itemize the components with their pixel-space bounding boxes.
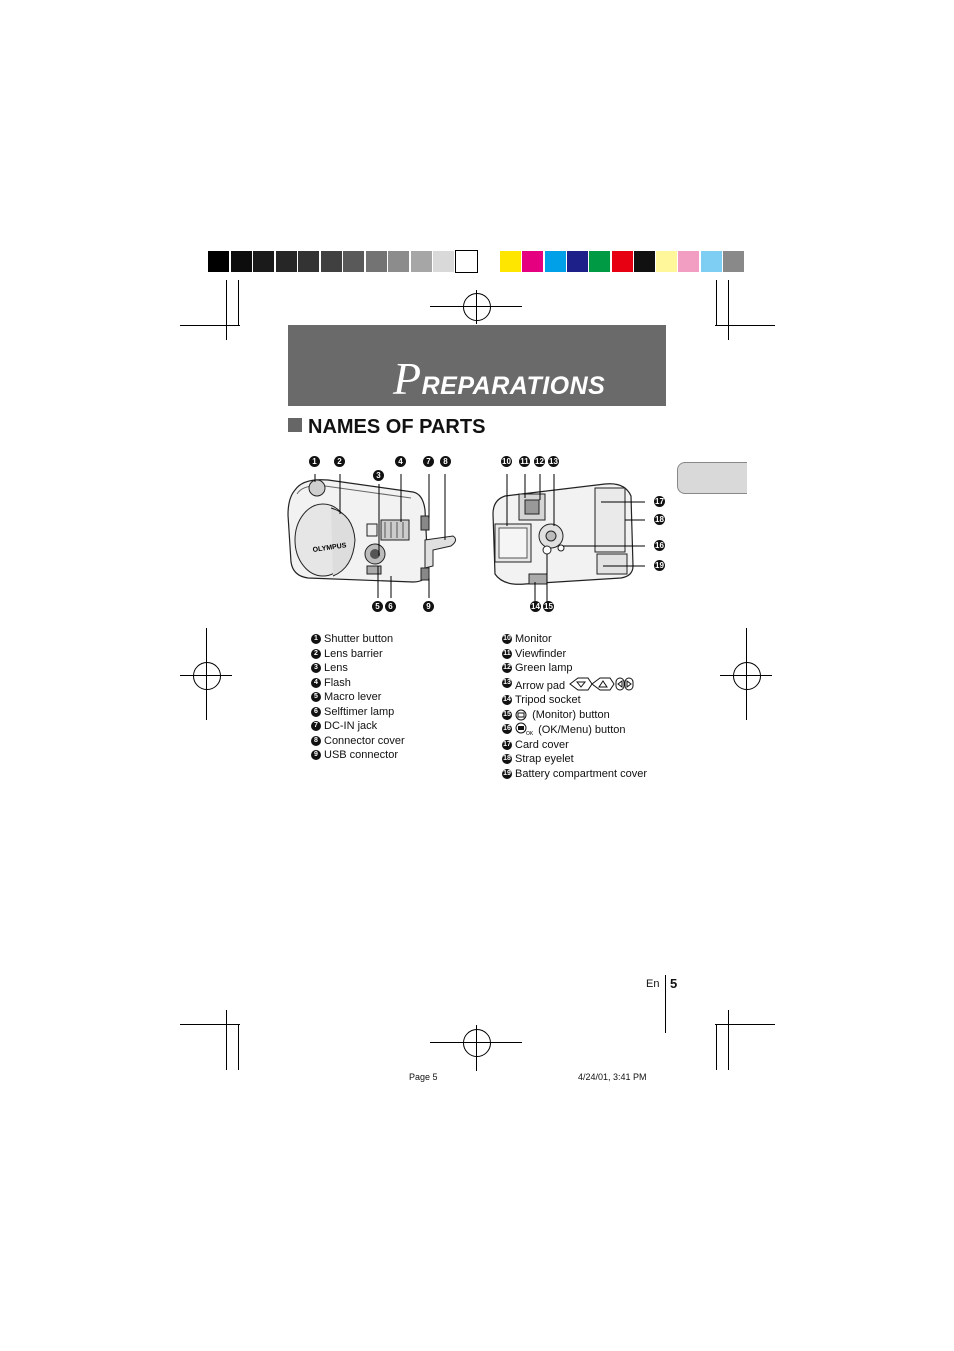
gray-swatch [456, 251, 477, 272]
gray-swatch [208, 251, 229, 272]
list-item: 5 Macro lever [311, 690, 405, 705]
callout-1: 1 [309, 456, 320, 467]
camera-back-illustration [485, 470, 645, 620]
callout-4: 4 [395, 456, 406, 467]
callout-10: 10 [502, 457, 511, 466]
color-swatch [701, 251, 722, 272]
list-item: 10 Monitor [503, 633, 552, 645]
gray-swatch [366, 251, 387, 272]
callout-17: 17 [655, 497, 664, 506]
color-swatch [723, 251, 744, 272]
color-swatch [500, 251, 521, 272]
list-item: 8 Connector cover [311, 734, 405, 749]
callout-3: 3 [373, 470, 384, 481]
brand-logo-text: OLYMPUS [312, 542, 347, 554]
list-item: 4 Flash [311, 676, 405, 691]
color-swatch [545, 251, 566, 272]
callout-15: 15 [544, 602, 553, 611]
list-item: 19 Battery compartment cover [503, 767, 648, 780]
gray-swatch [388, 251, 409, 272]
parts-list-front [311, 632, 405, 763]
color-swatch [589, 251, 610, 272]
color-swatch [522, 251, 543, 272]
callout-6: 6 [385, 601, 396, 612]
svg-text:OK: OK [526, 731, 534, 736]
chapter-title-rest: REPARATIONS [421, 372, 606, 400]
list-item: 3 Lens [311, 661, 405, 676]
callout-9: 9 [423, 601, 434, 612]
list-item: 14 Tripod socket [503, 694, 581, 706]
callout-13: 13 [549, 457, 558, 466]
color-swatch [612, 251, 633, 272]
list-item: 13 Arrow pad [502, 676, 647, 694]
callout-2: 2 [334, 456, 345, 467]
list-item: 9 USB connector [311, 748, 405, 763]
monitor-button-icon [515, 709, 529, 721]
callout-8: 8 [440, 456, 451, 467]
slug-page: Page 5 [409, 1072, 438, 1082]
side-thumb-tab [677, 462, 747, 494]
list-item: 16 OK (OK/Menu) button [503, 724, 626, 736]
page-language: En [646, 978, 660, 990]
parts-list-back [502, 632, 647, 781]
callout-16: 16 [655, 541, 664, 550]
arrow-pad-icons [568, 676, 634, 692]
gray-swatch [253, 251, 274, 272]
gray-swatch [343, 251, 364, 272]
ok-menu-button-icon [515, 722, 535, 736]
list-item: 1 Shutter button [311, 632, 405, 647]
list-item: 15 (Monitor) button [503, 708, 610, 721]
list-item: 7 DC-IN jack [311, 719, 405, 734]
gray-swatch [411, 251, 432, 272]
list-item: 17 Card cover [503, 738, 569, 751]
list-item: 6 Selftimer lamp [311, 705, 405, 720]
color-swatch [634, 251, 655, 272]
chapter-title [393, 352, 605, 405]
color-swatch [678, 251, 699, 272]
list-item: 11 Viewfinder [503, 647, 567, 660]
list-item: 18 Strap eyelet [503, 753, 574, 765]
callout-11: 11 [520, 457, 529, 466]
color-swatch [567, 251, 588, 272]
callout-19: 19 [655, 561, 664, 570]
callout-5: 5 [372, 601, 383, 612]
square-bullet-icon [288, 418, 302, 432]
color-swatch [656, 251, 677, 272]
gray-swatch [321, 251, 342, 272]
list-item: 12 Green lamp [503, 662, 573, 674]
gray-swatch [298, 251, 319, 272]
callout-14: 14 [531, 602, 540, 611]
gray-swatch [231, 251, 252, 272]
slug-timestamp: 4/24/01, 3:41 PM [578, 1072, 647, 1082]
callout-7: 7 [423, 456, 434, 467]
callout-12: 12 [535, 457, 544, 466]
camera-front-illustration [283, 470, 463, 620]
gray-swatch [276, 251, 297, 272]
page-number: 5 [670, 976, 678, 991]
gray-swatch [433, 251, 454, 272]
section-title: NAMES OF PARTS [308, 416, 486, 438]
list-item: 2 Lens barrier [311, 647, 405, 662]
section-heading [288, 416, 485, 439]
chapter-title-initial: P [393, 353, 422, 404]
callout-18: 18 [655, 515, 664, 524]
